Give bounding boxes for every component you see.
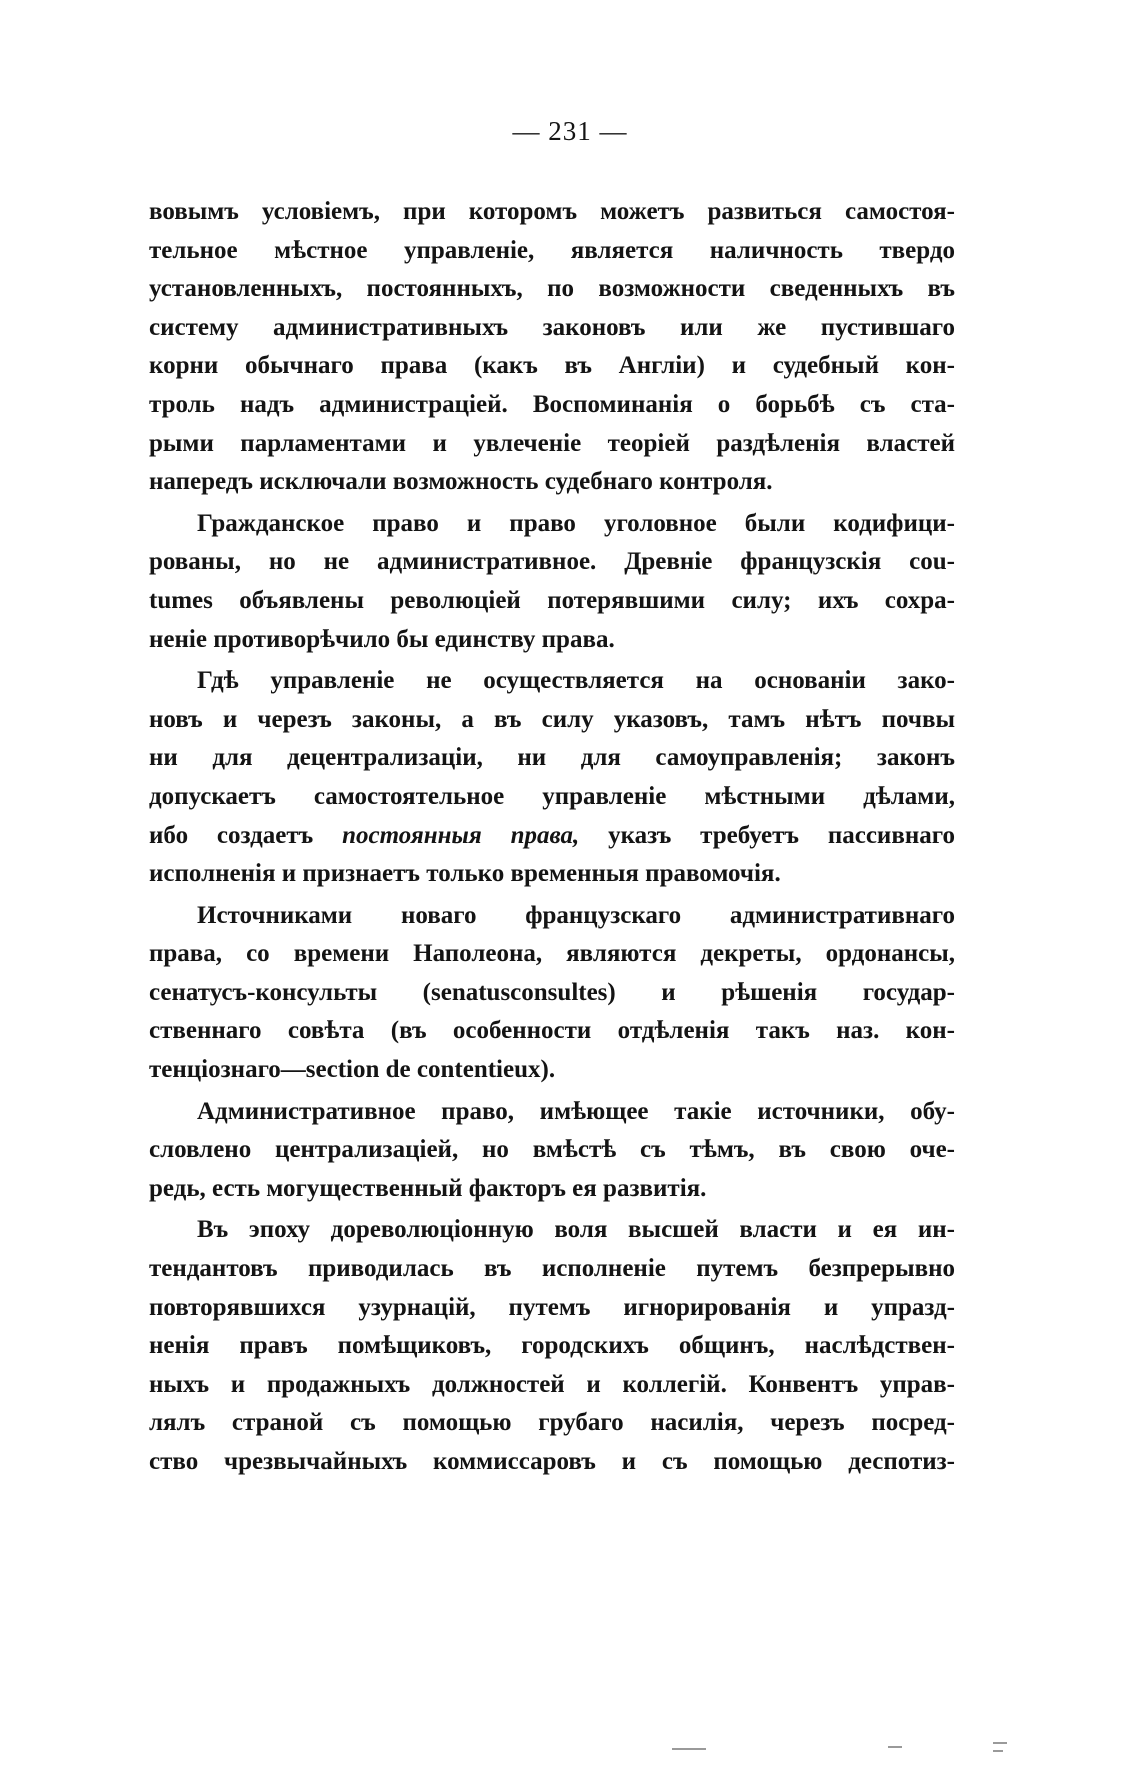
scan-speck — [888, 1746, 902, 1748]
text-line: рыми парламентами и увлеченіе теоріей раздѣленія властей — [149, 429, 955, 457]
text-line: Административное право, имѣющее такіе источники, обу- — [197, 1097, 955, 1125]
text-line: установленныхъ, постоянныхъ, по возможности сведенныхъ въ — [149, 275, 955, 303]
text-line: Гражданское право и право уголовное были кодифици- — [197, 509, 955, 537]
text-segment: ибо создаетъ — [149, 821, 343, 849]
text-line: Гдѣ управленіе не осуществляется на основаніи зако- — [197, 667, 955, 695]
text-line: Источниками новаго французскаго административнаго — [197, 901, 955, 929]
text-line: вовымъ условіемъ, при которомъ можетъ развиться самостоя- — [149, 198, 955, 225]
scan-speck — [993, 1750, 1003, 1752]
text-line: неніе противорѣчило бы единству права. — [149, 625, 615, 653]
text-line: лялъ страной съ помощью грубаго насилія, черезъ посред- — [149, 1409, 955, 1437]
emphasized-phrase: постоянныя права, — [342, 821, 580, 849]
scan-speck — [993, 1742, 1007, 1744]
text-line: тенціознаго—section de contentieux). — [149, 1056, 556, 1084]
text-line: ственнаго совѣта (въ особенности отдѣленія такъ наз. кон- — [149, 1017, 955, 1045]
text-line-with-emphasis — [149, 817, 955, 856]
text-line: тельное мѣстное управленіе, является наличность твердо — [149, 236, 955, 264]
scan-speck — [672, 1748, 706, 1750]
text-line: систему административныхъ законовъ или же пустившаго — [149, 313, 955, 341]
text-line: рованы, но не административное. Древніе французскія cou- — [149, 548, 955, 576]
text-segment: указъ требуетъ пассивнаго — [579, 821, 955, 849]
text-line: ныхъ и продажныхъ должностей и коллегій. Конвентъ управ- — [149, 1370, 955, 1398]
text-line: допускаетъ самостоятельное управленіе мѣстными дѣлами, — [149, 782, 955, 810]
text-line: напередъ исключали возможность судебнаго контроля. — [149, 468, 773, 496]
text-line: редь, есть могущественный факторъ ея развитія. — [149, 1174, 707, 1202]
text-line: новъ и черезъ законы, а въ силу указовъ, тамъ нѣтъ почвы — [149, 705, 955, 733]
text-line: ни для децентрализаціи, ни для самоуправленія; законъ — [149, 744, 955, 772]
page-number: — 231 — — [512, 116, 628, 146]
text-line: сенатусъ-консульты (senatusconsultes) и рѣшенія государ- — [149, 978, 955, 1006]
text-line: корни обычнаго права (какъ въ Англіи) и судебный кон- — [149, 352, 955, 380]
text-line: ненія правъ помѣщиковъ, городскихъ общинъ, наслѣдствен- — [149, 1332, 955, 1360]
text-line: троль надъ администраціей. Воспоминанія о борьбѣ съ ста- — [149, 390, 955, 418]
text-line: повторявшихся узурнацій, путемъ игнорированія и упразд- — [149, 1293, 955, 1321]
text-line: права, со времени Наполеона, являются декреты, ордонансы, — [149, 940, 955, 968]
text-line: ство чрезвычайныхъ коммиссаровъ и съ помощью деспотиз- — [149, 1448, 955, 1475]
text-line: Въ эпоху дореволюціонную воля высшей власти и ея ин- — [197, 1216, 955, 1244]
text-line: tumes объявлены революціей потерявшими силу; ихъ сохра- — [149, 586, 955, 614]
text-line: исполненія и признаетъ только временныя правомочія. — [149, 860, 781, 888]
text-line: словлено централизаціей, но вмѣстѣ съ тѣмъ, въ свою оче- — [149, 1136, 955, 1164]
text-line: тендантовъ приводилась въ исполненіе путемъ безпрерывно — [149, 1255, 955, 1283]
text-body — [149, 193, 955, 1482]
